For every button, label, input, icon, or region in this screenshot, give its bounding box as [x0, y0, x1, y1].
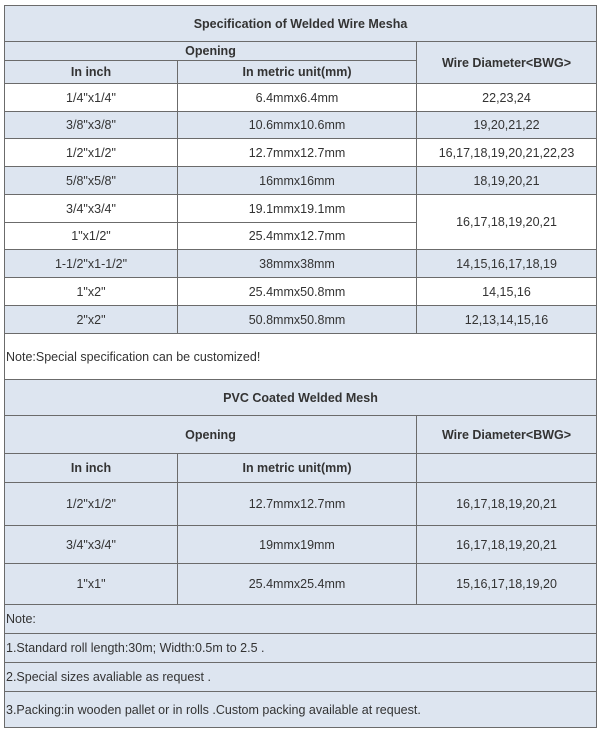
metric-cell: 19.1mmx19.1mm [178, 195, 417, 223]
table-row [5, 139, 597, 167]
note-item: 2.Special sizes avaliable as request . [5, 663, 597, 692]
inch-cell: 1"x2" [5, 278, 178, 306]
pvc-metric-unit-header: In metric unit(mm) [178, 454, 417, 483]
pvc-metric-cell: 12.7mmx12.7mm [178, 483, 417, 526]
inch-cell: 2"x2" [5, 306, 178, 334]
table-row [5, 526, 597, 564]
metric-cell: 6.4mmx6.4mm [178, 84, 417, 112]
wire-cell: 19,20,21,22 [417, 112, 597, 139]
wire-cell: 12,13,14,15,16 [417, 306, 597, 334]
pvc-inch-cell: 3/4"x3/4" [5, 526, 178, 564]
table-row [5, 564, 597, 605]
table-row [5, 195, 597, 223]
inch-cell: 3/4"x3/4" [5, 195, 178, 223]
table-row [5, 306, 597, 334]
table-row [5, 483, 597, 526]
inch-cell: 3/8"x3/8" [5, 112, 178, 139]
wire-cell: 18,19,20,21 [417, 167, 597, 195]
pvc-in-inch-header: In inch [5, 454, 178, 483]
pvc-wire-cell: 16,17,18,19,20,21 [417, 483, 597, 526]
table-row [5, 278, 597, 306]
table-row [5, 250, 597, 278]
specification-table [4, 5, 597, 728]
wire-cell: 14,15,16,17,18,19 [417, 250, 597, 278]
special-spec-note: Note:Special specification can be customized! [5, 334, 597, 380]
metric-cell: 25.4mmx50.8mm [178, 278, 417, 306]
metric-unit-header: In metric unit(mm) [178, 61, 417, 84]
note-item: 1.Standard roll length:30m; Width:0.5m to 2.5 . [5, 634, 597, 663]
metric-cell: 25.4mmx12.7mm [178, 223, 417, 250]
wire-diameter-header: Wire Diameter<BWG> [417, 42, 597, 84]
metric-cell: 12.7mmx12.7mm [178, 139, 417, 167]
pvc-inch-cell: 1"x1" [5, 564, 178, 605]
pvc-wire-diameter-header: Wire Diameter<BWG> [417, 416, 597, 454]
inch-cell: 5/8"x5/8" [5, 167, 178, 195]
pvc-table-title: PVC Coated Welded Mesh [5, 380, 597, 416]
pvc-inch-cell: 1/2"x1/2" [5, 483, 178, 526]
inch-cell: 1"x1/2" [5, 223, 178, 250]
inch-cell: 1-1/2"x1-1/2" [5, 250, 178, 278]
metric-cell: 10.6mmx10.6mm [178, 112, 417, 139]
wire-cell: 16,17,18,19,20,21 [417, 195, 597, 250]
metric-cell: 50.8mmx50.8mm [178, 306, 417, 334]
inch-cell: 1/4"x1/4" [5, 84, 178, 112]
table-row [5, 167, 597, 195]
pvc-wire-cell: 15,16,17,18,19,20 [417, 564, 597, 605]
wire-cell: 16,17,18,19,20,21,22,23 [417, 139, 597, 167]
pvc-wire-cell: 16,17,18,19,20,21 [417, 526, 597, 564]
note-item: 3.Packing:in wooden pallet or in rolls .Custom packing available at request. [5, 692, 597, 728]
table-row [5, 112, 597, 139]
pvc-metric-cell: 19mmx19mm [178, 526, 417, 564]
wire-cell: 14,15,16 [417, 278, 597, 306]
wire-cell: 22,23,24 [417, 84, 597, 112]
opening-header: Opening [5, 42, 417, 61]
pvc-metric-cell: 25.4mmx25.4mm [178, 564, 417, 605]
notes-heading: Note: [5, 605, 597, 634]
pvc-opening-header: Opening [5, 416, 417, 454]
in-inch-header: In inch [5, 61, 178, 84]
metric-cell: 38mmx38mm [178, 250, 417, 278]
pvc-empty-header-cell [417, 454, 597, 483]
table-title: Specification of Welded Wire Mesha [5, 6, 597, 42]
inch-cell: 1/2"x1/2" [5, 139, 178, 167]
table-row [5, 84, 597, 112]
metric-cell: 16mmx16mm [178, 167, 417, 195]
